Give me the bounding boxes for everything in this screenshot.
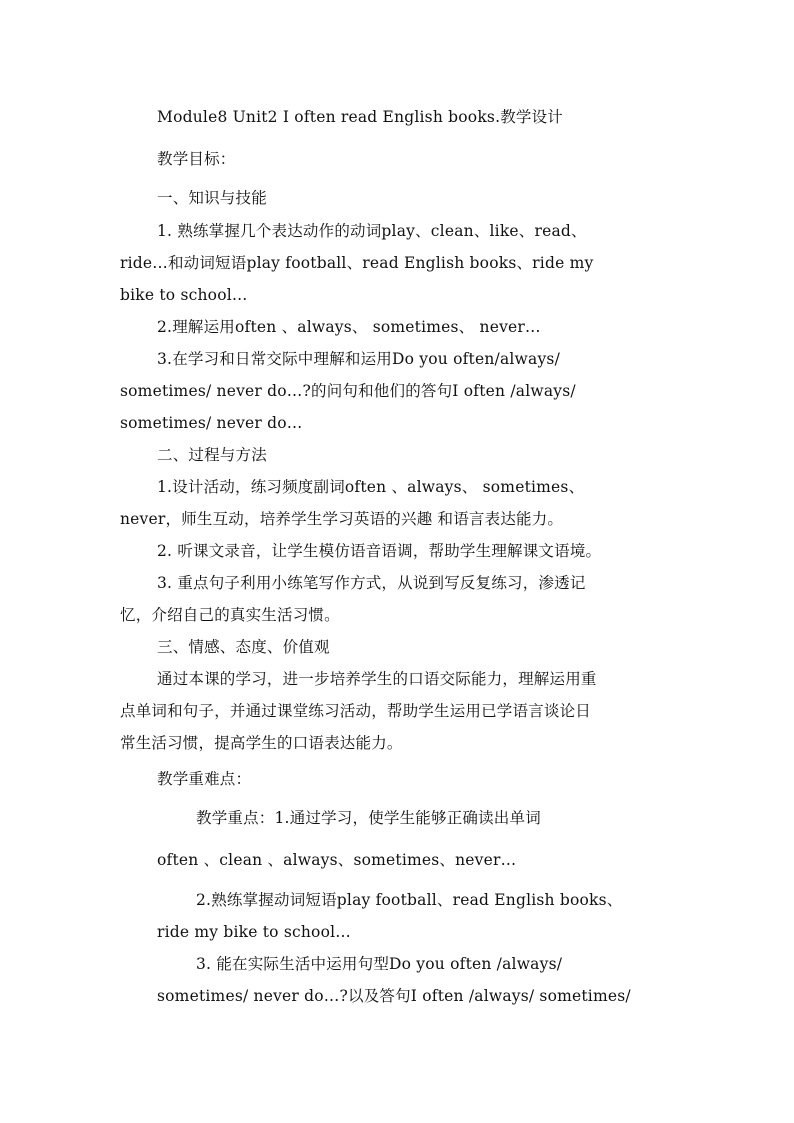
key-point3-line1: 3. 能在实际生活中运用句型Do you often /always/: [196, 955, 563, 973]
section1-item3-line3: sometimes/ never do…: [120, 414, 303, 432]
section1-item3-line2: sometimes/ never do…?的问句和他们的答句I often /always/: [120, 382, 576, 400]
section2-item2: 2. 听课文录音，让学生模仿语音语调，帮助学生理解课文语境。: [157, 542, 602, 560]
key-points-heading: 教学重难点：: [157, 770, 252, 788]
section1-item2: 2.理解运用often 、always、 sometimes、 never…: [157, 318, 541, 336]
section1-item3-line1: 3.在学习和日常交际中理解和运用Do you often/always/: [157, 350, 560, 368]
document-title: Module8 Unit2 I often read English books.教学设计: [157, 108, 564, 126]
key-point3-line2: sometimes/ never do…?以及答句I often /always/ sometimes/: [157, 987, 631, 1005]
key-point1-line1: 教学重点：1.通过学习，使学生能够正确读出单词: [196, 809, 541, 827]
section3-paragraph-line2: 点单词和句子，并通过课堂练习活动，帮助学生运用已学语言谈论日: [120, 702, 592, 720]
key-point2-line2: ride my bike to school…: [157, 923, 351, 941]
section3-paragraph-line1: 通过本课的学习，进一步培养学生的口语交际能力，理解运用重: [157, 670, 597, 688]
key-point1-line2: often 、clean 、always、sometimes、never…: [157, 851, 517, 869]
section2-item1-line1: 1.设计活动，练习频度副词often 、always、 sometimes、: [157, 478, 585, 496]
section1-item1-line3: bike to school…: [120, 286, 248, 304]
objectives-heading: 教学目标：: [157, 150, 236, 168]
section2-item1-line2: never，师生互动，培养学生学习英语的兴趣 和语言表达能力。: [120, 510, 564, 528]
section1-item1-line2: ride…和动词短语play football、read English books、ride my: [120, 254, 594, 272]
key-point2-line1: 2.熟练掌握动词短语play football、read English books、: [196, 891, 623, 909]
section3-paragraph-line3: 常生活习惯，提高学生的口语表达能力。: [120, 734, 403, 752]
section2-item3-line2: 忆，介绍自己的真实生活习惯。: [120, 606, 340, 624]
section2-heading: 二、过程与方法: [157, 446, 267, 464]
section1-heading: 一、知识与技能: [157, 189, 267, 207]
section1-item1-line1: 1. 熟练掌握几个表达动作的动词play、clean、like、read、: [157, 222, 587, 240]
section2-item3-line1: 3. 重点句子利用小练笔写作方式，从说到写反复练习，渗透记: [157, 574, 586, 592]
section3-heading: 三、情感、态度、价值观: [157, 638, 330, 656]
